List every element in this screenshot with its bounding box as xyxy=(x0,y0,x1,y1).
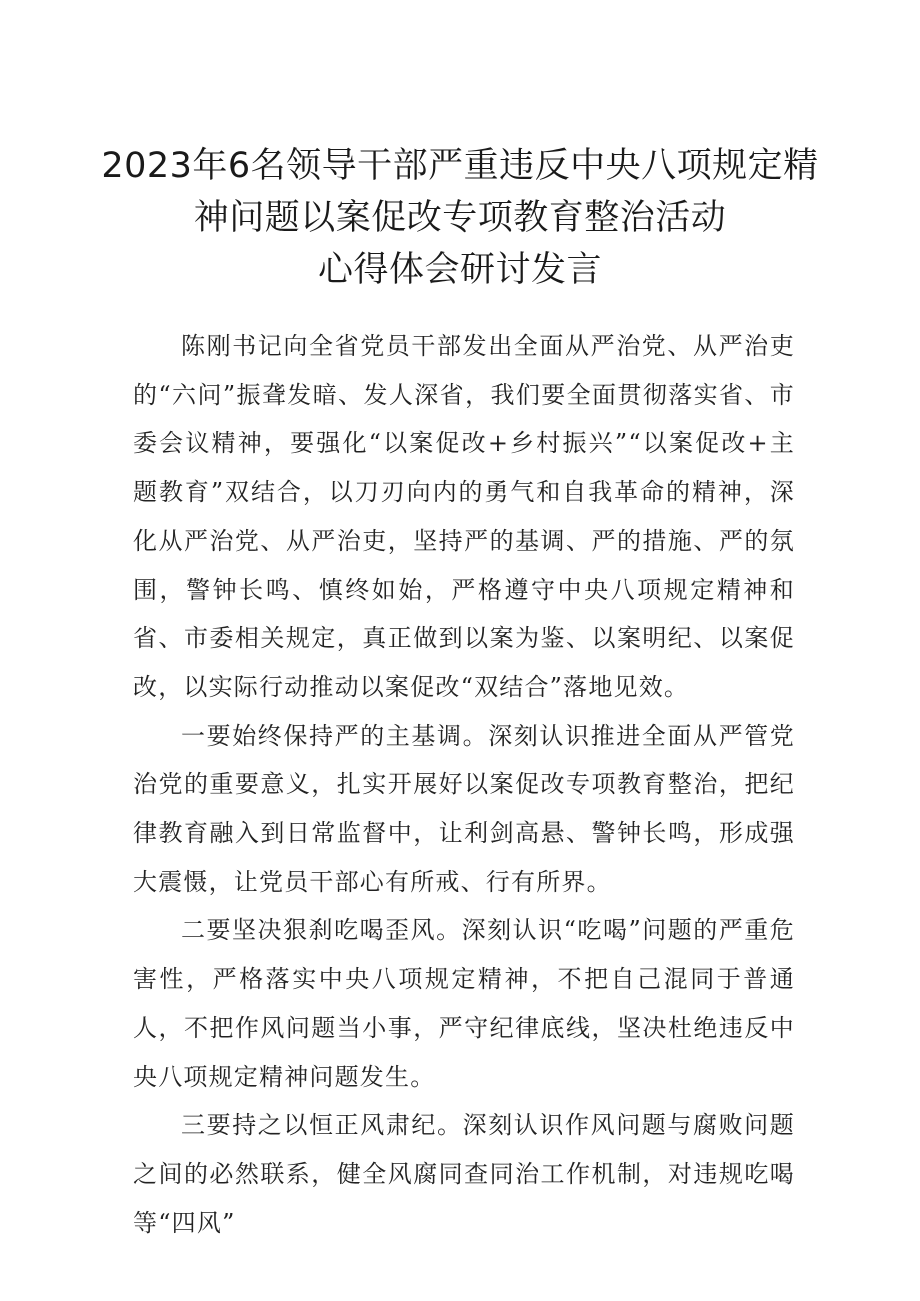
title-line-3: 心得体会研讨发言 xyxy=(317,250,602,290)
title-line-2: 神问题以案促改专项教育整治活动 xyxy=(193,198,727,238)
paragraph-point-1: 一要始终保持严的主基调。深刻认识推进全面从严管党治党的重要意义，扎实开展好以案促改专项教育整治，把纪律教育融入到日常监督中，让利剑高悬、警钟长鸣，形成强大震慑，让党员干部心有所戒、行有所界。 xyxy=(133,721,795,896)
document-body xyxy=(133,322,795,1247)
paragraph-point-3: 三要持之以恒正风肃纪。深刻认识作风问题与腐败问题之间的必然联系，健全风腐同查同治工作机制，对违规吃喝等“四风” xyxy=(133,1111,795,1237)
title-line-1: 2023年6名领导干部严重违反中央八项规定精 xyxy=(101,146,819,186)
paragraph-point-2: 二要坚决狠刹吃喝歪风。深刻认识“吃喝”问题的严重危害性，严格落实中央八项规定精神，不把自己混同于普通人，不把作风问题当小事，严守纪律底线，坚决杜绝违反中央八项规定精神问题发生。 xyxy=(133,916,795,1091)
paragraph-intro: 陈刚书记向全省党员干部发出全面从严治党、从严治吏的“六问”振聋发暗、发人深省，我们要全面贯彻落实省、市委会议精神，要强化“以案促改+乡村振兴”“以案促改+主题教育”双结合，以刀刃向内的勇气和自我革命的精神，深化从严治党、从严治吏，坚持严的基调、严的措施、严的氛围，警钟长鸣、慎终如始，严格遵守中央八项规定精神和省、市委相关规定，真正做到以案为鉴、以案明纪、以案促改，以实际行动推动以案促改“双结合”落地见效。 xyxy=(133,332,795,701)
document-title xyxy=(100,140,820,296)
